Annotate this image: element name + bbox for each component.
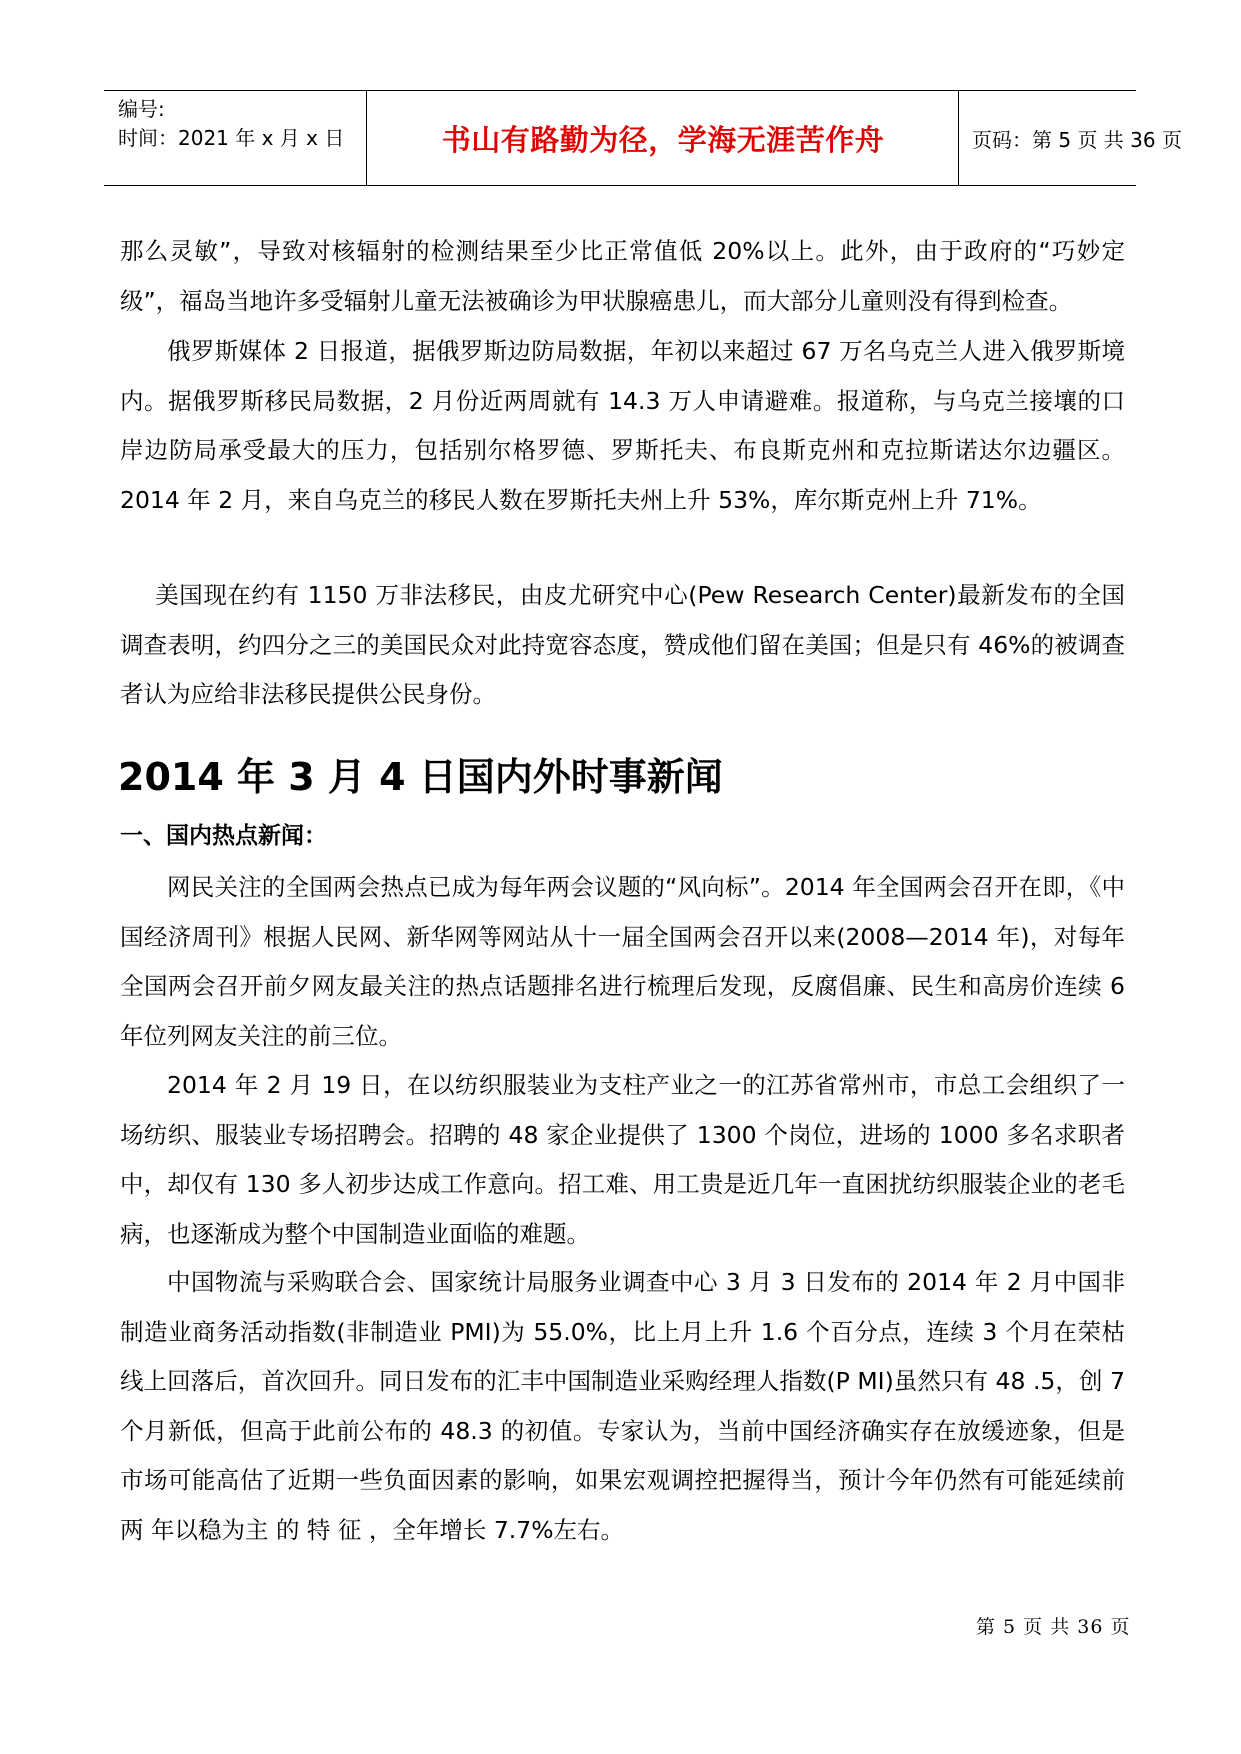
paragraph-us-immigrants: 美国现在约有 1150 万非法移民，由皮尤研究中心(Pew Research Center)最新发布的全国调查表明，约四分之三的美国民众对此持宽容态度，赞成他们留在美国；但是只有 46%的被调查者认为应给非法移民提供公民身份。: [120, 581, 1125, 708]
paragraph-continuation: 那么灵敏”，导致对核辐射的检测结果至少比正常值低 20%以上。此外，由于政府的“巧妙定级”，福岛当地许多受辐射儿童无法被确诊为甲状腺癌患儿，而大部分儿童则没有得到检查。: [120, 237, 1125, 315]
header-divider: [958, 91, 959, 185]
header-motto: 书山有路勤为径，学海无涯苦作舟: [441, 122, 885, 157]
paragraph-russia-migrants: 俄罗斯媒体 2 日报道，据俄罗斯边防局数据，年初以来超过 67 万名乌克兰人进入俄罗斯境内。据俄罗斯移民局数据，2 月份近两周就有 14.3 万人申请避难。报道称，与乌克兰接壤的口岸边防局承受最大的压力，包括别尔格罗德、罗斯托夫、布良斯克州和克拉斯诺达尔边疆区。2014 年 2 月，来自乌克兰的移民人数在罗斯托夫州上升 53%，库尔斯克州上升 71%。: [120, 337, 1125, 514]
page-footer: 第 5 页 共 36 页: [976, 1616, 1131, 1638]
header-page-number: 页码：第 5 页 共 36 页: [972, 127, 1182, 152]
section-heading-domestic: 一、国内热点新闻：: [120, 823, 327, 849]
news-title: 2014 年 3 月 4 日国内外时事新闻: [118, 755, 723, 799]
paragraph-pmi: 中国物流与采购联合会、国家统计局服务业调查中心 3 月 3 日发布的 2014 年 2 月中国非制造业商务活动指数(非制造业 PMI)为 55.0%，比上月上升 1.6 个百分点，连续 3 个月在荣枯线上回落后，首次回升。同日发布的汇丰中国制造业采购经理人指数(P MI)虽然只有 48 .5，创 7 个月新低，但高于此前公布的 48.3 的初值。专家认为，当前中国经济确实存在放缓迹象，但是市场可能高估了近期一些负面因素的影响，如果宏观调控把握得当，预计今年仍然有可能延续前两 年以稳为主 的 特 征 ，全年增长 7.7%左右。: [120, 1268, 1125, 1544]
document-time-label: 时间：2021 年 x 月 x 日: [118, 126, 345, 150]
paragraph-two-sessions: 网民关注的全国两会热点已成为每年两会议题的“风向标”。2014 年全国两会召开在即，《中国经济周刊》根据人民网、新华网等网站从十一届全国两会召开以来(2008—2014 年)，对每年全国两会召开前夕网友最关注的热点话题排名进行梳理后发现，反腐倡廉、民生和高房价连续 6 年位列网友关注的前三位。: [120, 873, 1125, 1050]
paragraph-job-fair: 2014 年 2 月 19 日，在以纺织服装业为支柱产业之一的江苏省常州市，市总工会组织了一场纺织、服装业专场招聘会。招聘的 48 家企业提供了 1300 个岗位，进场的 1000 多名求职者中，却仅有 130 多人初步达成工作意向。招工难、用工贵是近几年一直困扰纺织服装企业的老毛病，也逐渐成为整个中国制造业面临的难题。: [120, 1071, 1125, 1248]
header-meta: [118, 95, 366, 153]
header-divider: [366, 91, 367, 185]
document-number-label: 编号:: [118, 97, 165, 121]
page-header: [104, 90, 1182, 186]
